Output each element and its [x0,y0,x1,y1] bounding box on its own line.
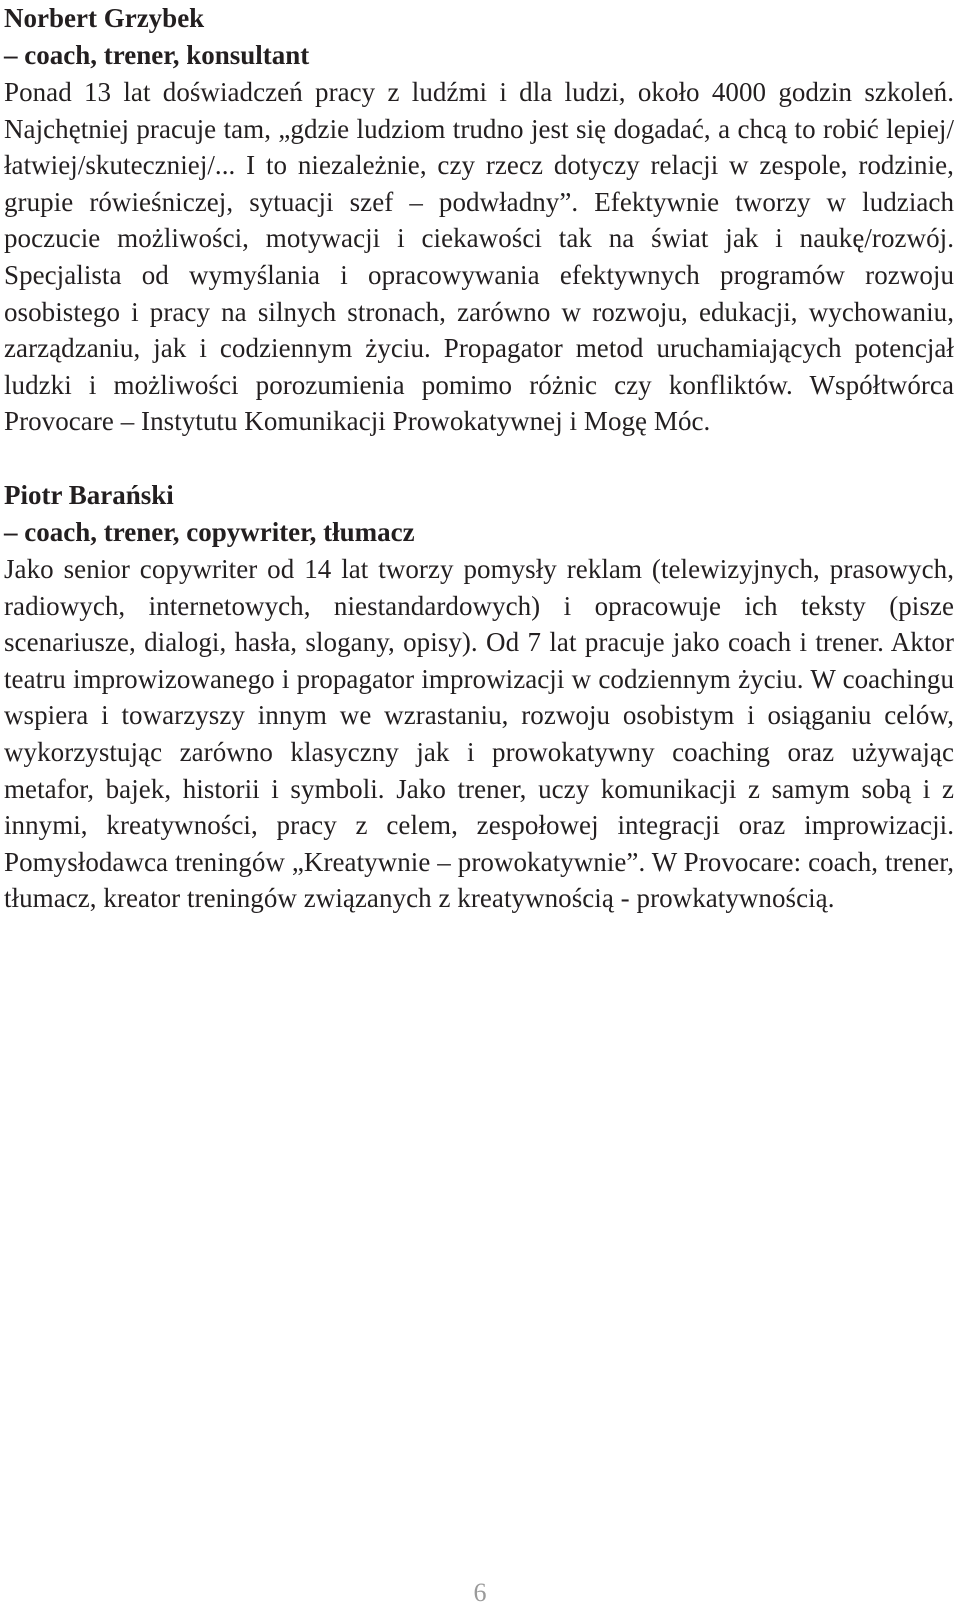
bio-role: – coach, trener, konsultant [4,40,310,70]
page-content [4,0,954,917]
bio-role: – coach, trener, copywriter, tłumacz [4,516,415,547]
bio-norbert-grzybek [4,0,954,440]
bio-text: Ponad 13 lat doświadczeń pracy z ludźmi i dla ludzi, około 4000 godzin szkoleń. Najchętniej pracuje tam, „gdzie ludziom trudno jest się dogadać, a chcą to robić lepiej/łatwiej/skuteczniej/... I to niezależnie, czy rzecz dotyczy relacji w zespole, rodzinie, grupie rówieśniczej, sytuacji szef – podwładny”. Efektywnie tworzy w ludziach poczucie możliwości, motywacji i ciekawości tak na świat jak i naukę/rozwój. Specjalista od wymyślania i opracowywania efektywnych programów rozwoju osobistego i pracy na silnych stronach, zarówno w rozwoju, edukacji, wychowaniu, zarządzaniu, jak i codziennym życiu. Propagator metod uruchamiających potencjał ludzki i możliwości porozumienia pomimo różnic czy konfliktów. Współtwórca Provocare – Instytutu Komunikacji Prowokatywnej i Mogę Móc. [4,77,954,437]
bio-piotr-baranski [4,477,954,917]
page-number: 6 [473,1578,487,1607]
bio-name: Piotr Barański [4,479,174,510]
bio-name: Norbert Grzybek [4,3,205,33]
bio-text: Jako senior copywriter od 14 lat tworzy pomysły reklam (telewizyjnych, prasowych, radiowych, internetowych, niestandardowych) i opracowuje ich teksty (pisze scenariusze, dialogi, hasła, slogany, opisy). Od 7 lat pracuje jako coach i trener. Aktor teatru improwizowanego i propagator improwizacji w codziennym życiu. W coachingu wspiera i towarzyszy innym we wzrastaniu, rozwoju osobistym i osiąganiu celów, wykorzystując zarówno klasyczny jak i prowokatywny coaching oraz używając metafor, bajek, historii i symboli. Jako trener, uczy komunikacji z samym sobą i z innymi, kreatywności, pracy z celem, zespołowej integracji oraz improwizacji. Pomysłodawca treningów „Kreatywnie – prowokatywnie”. W Provocare: coach, trener, tłumacz, kreator treningów związanych z kreatywnością - prowkatywnością. [4,553,954,914]
